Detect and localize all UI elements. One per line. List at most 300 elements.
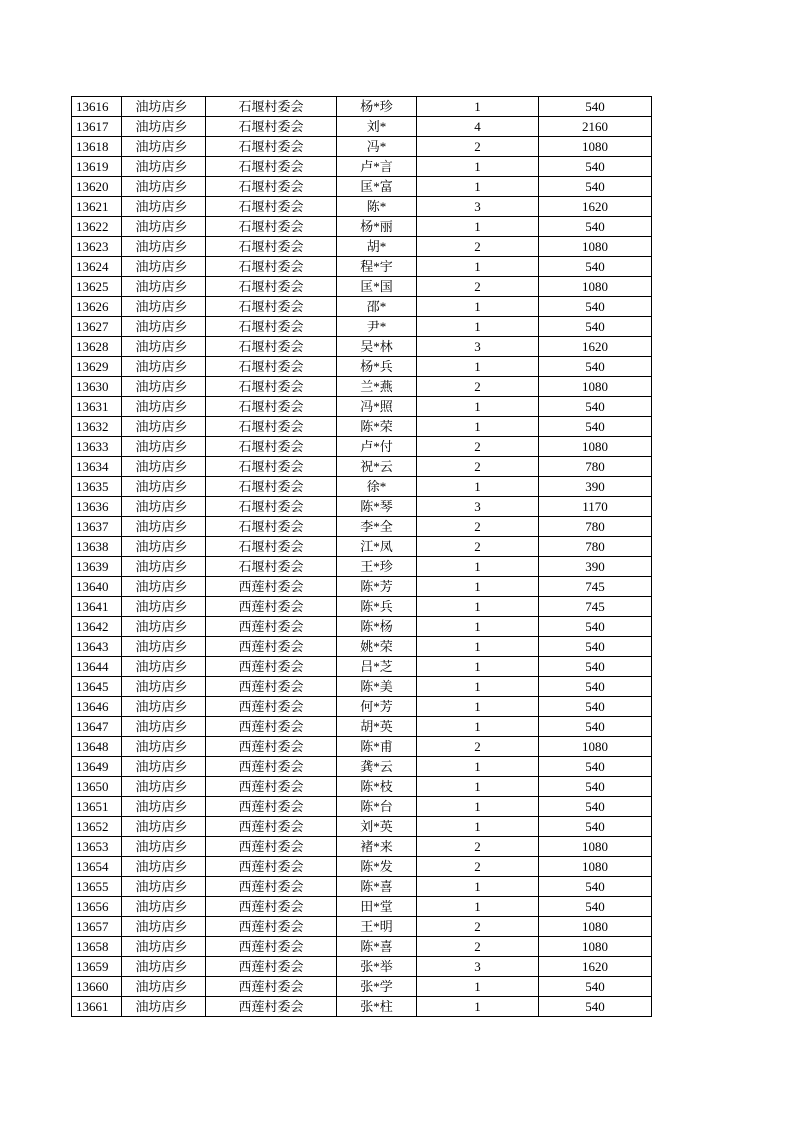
amount-cell: 1080 <box>539 237 652 257</box>
record-id-cell: 13624 <box>72 257 122 277</box>
count-cell: 1 <box>417 617 539 637</box>
township-cell: 油坊店乡 <box>122 457 206 477</box>
township-cell: 油坊店乡 <box>122 577 206 597</box>
table-row <box>72 237 652 257</box>
table-row <box>72 457 652 477</box>
village-committee-cell: 石堰村委会 <box>206 97 337 117</box>
village-committee-cell: 石堰村委会 <box>206 517 337 537</box>
count-cell: 1 <box>417 217 539 237</box>
record-id-cell: 13630 <box>72 377 122 397</box>
village-committee-cell: 西莲村委会 <box>206 677 337 697</box>
table-row <box>72 797 652 817</box>
count-cell: 2 <box>417 457 539 477</box>
count-cell: 1 <box>417 357 539 377</box>
table-row <box>72 937 652 957</box>
person-name-cell: 李*全 <box>337 517 417 537</box>
record-id-cell: 13629 <box>72 357 122 377</box>
village-committee-cell: 西莲村委会 <box>206 997 337 1017</box>
record-id-cell: 13651 <box>72 797 122 817</box>
amount-cell: 540 <box>539 897 652 917</box>
person-name-cell: 吴*林 <box>337 337 417 357</box>
amount-cell: 540 <box>539 717 652 737</box>
township-cell: 油坊店乡 <box>122 217 206 237</box>
amount-cell: 540 <box>539 777 652 797</box>
amount-cell: 2160 <box>539 117 652 137</box>
village-committee-cell: 石堰村委会 <box>206 337 337 357</box>
table-row <box>72 117 652 137</box>
table-row <box>72 437 652 457</box>
township-cell: 油坊店乡 <box>122 417 206 437</box>
person-name-cell: 吕*芝 <box>337 657 417 677</box>
amount-cell: 540 <box>539 417 652 437</box>
table-row <box>72 397 652 417</box>
table-row <box>72 757 652 777</box>
count-cell: 1 <box>417 877 539 897</box>
count-cell: 2 <box>417 857 539 877</box>
township-cell: 油坊店乡 <box>122 837 206 857</box>
village-committee-cell: 西莲村委会 <box>206 937 337 957</box>
township-cell: 油坊店乡 <box>122 917 206 937</box>
count-cell: 1 <box>417 577 539 597</box>
person-name-cell: 匡*富 <box>337 177 417 197</box>
person-name-cell: 胡*英 <box>337 717 417 737</box>
table-row <box>72 677 652 697</box>
count-cell: 1 <box>417 997 539 1017</box>
person-name-cell: 陈*喜 <box>337 877 417 897</box>
amount-cell: 540 <box>539 677 652 697</box>
record-id-cell: 13634 <box>72 457 122 477</box>
table-row <box>72 857 652 877</box>
record-id-cell: 13620 <box>72 177 122 197</box>
township-cell: 油坊店乡 <box>122 337 206 357</box>
person-name-cell: 陈* <box>337 197 417 217</box>
count-cell: 1 <box>417 317 539 337</box>
amount-cell: 1080 <box>539 277 652 297</box>
township-cell: 油坊店乡 <box>122 777 206 797</box>
count-cell: 1 <box>417 697 539 717</box>
amount-cell: 540 <box>539 797 652 817</box>
village-committee-cell: 石堰村委会 <box>206 417 337 437</box>
record-id-cell: 13628 <box>72 337 122 357</box>
count-cell: 1 <box>417 257 539 277</box>
person-name-cell: 匡*国 <box>337 277 417 297</box>
amount-cell: 540 <box>539 617 652 637</box>
count-cell: 1 <box>417 797 539 817</box>
person-name-cell: 陈*美 <box>337 677 417 697</box>
record-id-cell: 13627 <box>72 317 122 337</box>
village-committee-cell: 石堰村委会 <box>206 457 337 477</box>
amount-cell: 540 <box>539 97 652 117</box>
record-id-cell: 13648 <box>72 737 122 757</box>
table-row <box>72 217 652 237</box>
record-id-cell: 13638 <box>72 537 122 557</box>
table-row <box>72 357 652 377</box>
village-committee-cell: 西莲村委会 <box>206 797 337 817</box>
amount-cell: 1080 <box>539 437 652 457</box>
table-row <box>72 957 652 977</box>
amount-cell: 745 <box>539 577 652 597</box>
village-committee-cell: 西莲村委会 <box>206 837 337 857</box>
amount-cell: 540 <box>539 217 652 237</box>
person-name-cell: 何*芳 <box>337 697 417 717</box>
township-cell: 油坊店乡 <box>122 957 206 977</box>
village-committee-cell: 石堰村委会 <box>206 317 337 337</box>
village-committee-cell: 石堰村委会 <box>206 137 337 157</box>
person-name-cell: 龚*云 <box>337 757 417 777</box>
record-id-cell: 13641 <box>72 597 122 617</box>
record-id-cell: 13659 <box>72 957 122 977</box>
village-committee-cell: 石堰村委会 <box>206 217 337 237</box>
township-cell: 油坊店乡 <box>122 757 206 777</box>
township-cell: 油坊店乡 <box>122 717 206 737</box>
amount-cell: 540 <box>539 177 652 197</box>
record-id-cell: 13619 <box>72 157 122 177</box>
person-name-cell: 祝*云 <box>337 457 417 477</box>
count-cell: 2 <box>417 937 539 957</box>
table-row <box>72 177 652 197</box>
record-id-cell: 13654 <box>72 857 122 877</box>
person-name-cell: 杨*丽 <box>337 217 417 237</box>
table-row <box>72 197 652 217</box>
amount-cell: 540 <box>539 697 652 717</box>
person-name-cell: 兰*燕 <box>337 377 417 397</box>
record-id-cell: 13635 <box>72 477 122 497</box>
table-row <box>72 137 652 157</box>
village-committee-cell: 西莲村委会 <box>206 737 337 757</box>
record-id-cell: 13643 <box>72 637 122 657</box>
village-committee-cell: 石堰村委会 <box>206 117 337 137</box>
count-cell: 1 <box>417 717 539 737</box>
table-row <box>72 297 652 317</box>
record-id-cell: 13660 <box>72 977 122 997</box>
township-cell: 油坊店乡 <box>122 857 206 877</box>
count-cell: 3 <box>417 497 539 517</box>
person-name-cell: 邵* <box>337 297 417 317</box>
township-cell: 油坊店乡 <box>122 597 206 617</box>
village-committee-cell: 西莲村委会 <box>206 657 337 677</box>
village-committee-cell: 石堰村委会 <box>206 397 337 417</box>
township-cell: 油坊店乡 <box>122 497 206 517</box>
record-id-cell: 13649 <box>72 757 122 777</box>
record-id-cell: 13618 <box>72 137 122 157</box>
record-id-cell: 13646 <box>72 697 122 717</box>
count-cell: 1 <box>417 677 539 697</box>
amount-cell: 1080 <box>539 137 652 157</box>
record-id-cell: 13633 <box>72 437 122 457</box>
table-row <box>72 617 652 637</box>
amount-cell: 540 <box>539 397 652 417</box>
table-row <box>72 557 652 577</box>
count-cell: 2 <box>417 517 539 537</box>
village-committee-cell: 石堰村委会 <box>206 297 337 317</box>
record-id-cell: 13622 <box>72 217 122 237</box>
amount-cell: 1170 <box>539 497 652 517</box>
village-committee-cell: 西莲村委会 <box>206 757 337 777</box>
village-committee-cell: 石堰村委会 <box>206 357 337 377</box>
count-cell: 1 <box>417 897 539 917</box>
count-cell: 3 <box>417 957 539 977</box>
township-cell: 油坊店乡 <box>122 557 206 577</box>
township-cell: 油坊店乡 <box>122 377 206 397</box>
amount-cell: 780 <box>539 537 652 557</box>
count-cell: 1 <box>417 477 539 497</box>
record-id-cell: 13647 <box>72 717 122 737</box>
person-name-cell: 冯* <box>337 137 417 157</box>
person-name-cell: 褚*来 <box>337 837 417 857</box>
village-committee-cell: 西莲村委会 <box>206 697 337 717</box>
village-committee-cell: 西莲村委会 <box>206 777 337 797</box>
table-row <box>72 97 652 117</box>
count-cell: 2 <box>417 137 539 157</box>
amount-cell: 390 <box>539 477 652 497</box>
table-row <box>72 877 652 897</box>
table-row <box>72 377 652 397</box>
township-cell: 油坊店乡 <box>122 477 206 497</box>
person-name-cell: 张*学 <box>337 977 417 997</box>
person-name-cell: 姚*荣 <box>337 637 417 657</box>
amount-cell: 540 <box>539 637 652 657</box>
table-row <box>72 997 652 1017</box>
person-name-cell: 刘* <box>337 117 417 137</box>
village-committee-cell: 石堰村委会 <box>206 197 337 217</box>
township-cell: 油坊店乡 <box>122 517 206 537</box>
township-cell: 油坊店乡 <box>122 297 206 317</box>
township-cell: 油坊店乡 <box>122 877 206 897</box>
table-row <box>72 977 652 997</box>
amount-cell: 540 <box>539 257 652 277</box>
count-cell: 1 <box>417 297 539 317</box>
village-committee-cell: 西莲村委会 <box>206 577 337 597</box>
township-cell: 油坊店乡 <box>122 97 206 117</box>
amount-cell: 1620 <box>539 957 652 977</box>
township-cell: 油坊店乡 <box>122 257 206 277</box>
person-name-cell: 陈*芳 <box>337 577 417 597</box>
table-row <box>72 277 652 297</box>
township-cell: 油坊店乡 <box>122 977 206 997</box>
record-id-cell: 13640 <box>72 577 122 597</box>
village-committee-cell: 石堰村委会 <box>206 437 337 457</box>
village-committee-cell: 西莲村委会 <box>206 957 337 977</box>
person-name-cell: 冯*照 <box>337 397 417 417</box>
person-name-cell: 卢*言 <box>337 157 417 177</box>
person-name-cell: 陈*兵 <box>337 597 417 617</box>
count-cell: 4 <box>417 117 539 137</box>
record-id-cell: 13661 <box>72 997 122 1017</box>
table-row <box>72 477 652 497</box>
person-name-cell: 徐* <box>337 477 417 497</box>
township-cell: 油坊店乡 <box>122 237 206 257</box>
amount-cell: 540 <box>539 297 652 317</box>
village-committee-cell: 石堰村委会 <box>206 557 337 577</box>
village-committee-cell: 西莲村委会 <box>206 917 337 937</box>
township-cell: 油坊店乡 <box>122 737 206 757</box>
township-cell: 油坊店乡 <box>122 697 206 717</box>
amount-cell: 540 <box>539 317 652 337</box>
person-name-cell: 陈*荣 <box>337 417 417 437</box>
township-cell: 油坊店乡 <box>122 277 206 297</box>
table-row <box>72 777 652 797</box>
count-cell: 1 <box>417 977 539 997</box>
record-id-cell: 13636 <box>72 497 122 517</box>
amount-cell: 1080 <box>539 917 652 937</box>
count-cell: 1 <box>417 557 539 577</box>
amount-cell: 1080 <box>539 377 652 397</box>
count-cell: 1 <box>417 817 539 837</box>
record-id-cell: 13637 <box>72 517 122 537</box>
table-row <box>72 337 652 357</box>
person-name-cell: 陈*枝 <box>337 777 417 797</box>
township-cell: 油坊店乡 <box>122 817 206 837</box>
village-committee-cell: 石堰村委会 <box>206 237 337 257</box>
village-committee-cell: 石堰村委会 <box>206 477 337 497</box>
person-name-cell: 陈*琴 <box>337 497 417 517</box>
village-committee-cell: 石堰村委会 <box>206 177 337 197</box>
amount-cell: 540 <box>539 877 652 897</box>
township-cell: 油坊店乡 <box>122 637 206 657</box>
person-name-cell: 田*堂 <box>337 897 417 917</box>
record-id-cell: 13657 <box>72 917 122 937</box>
count-cell: 1 <box>417 177 539 197</box>
person-name-cell: 王*珍 <box>337 557 417 577</box>
village-committee-cell: 西莲村委会 <box>206 897 337 917</box>
person-name-cell: 刘*英 <box>337 817 417 837</box>
amount-cell: 540 <box>539 657 652 677</box>
record-id-cell: 13645 <box>72 677 122 697</box>
table-row <box>72 717 652 737</box>
record-id-cell: 13644 <box>72 657 122 677</box>
count-cell: 2 <box>417 277 539 297</box>
count-cell: 2 <box>417 377 539 397</box>
township-cell: 油坊店乡 <box>122 897 206 917</box>
record-id-cell: 13631 <box>72 397 122 417</box>
township-cell: 油坊店乡 <box>122 117 206 137</box>
records-table-body <box>72 97 652 1017</box>
table-row <box>72 817 652 837</box>
village-committee-cell: 石堰村委会 <box>206 257 337 277</box>
township-cell: 油坊店乡 <box>122 797 206 817</box>
records-table <box>71 96 652 1017</box>
amount-cell: 780 <box>539 457 652 477</box>
record-id-cell: 13650 <box>72 777 122 797</box>
person-name-cell: 张*举 <box>337 957 417 977</box>
person-name-cell: 卢*付 <box>337 437 417 457</box>
record-id-cell: 13658 <box>72 937 122 957</box>
table-row <box>72 537 652 557</box>
amount-cell: 780 <box>539 517 652 537</box>
township-cell: 油坊店乡 <box>122 197 206 217</box>
count-cell: 2 <box>417 237 539 257</box>
record-id-cell: 13639 <box>72 557 122 577</box>
amount-cell: 390 <box>539 557 652 577</box>
count-cell: 2 <box>417 737 539 757</box>
amount-cell: 540 <box>539 757 652 777</box>
village-committee-cell: 石堰村委会 <box>206 497 337 517</box>
person-name-cell: 杨*珍 <box>337 97 417 117</box>
count-cell: 1 <box>417 637 539 657</box>
table-row <box>72 517 652 537</box>
amount-cell: 540 <box>539 157 652 177</box>
amount-cell: 1080 <box>539 837 652 857</box>
amount-cell: 1080 <box>539 737 652 757</box>
record-id-cell: 13617 <box>72 117 122 137</box>
count-cell: 1 <box>417 97 539 117</box>
count-cell: 1 <box>417 777 539 797</box>
record-id-cell: 13625 <box>72 277 122 297</box>
table-row <box>72 657 652 677</box>
amount-cell: 1080 <box>539 857 652 877</box>
table-row <box>72 417 652 437</box>
record-id-cell: 13653 <box>72 837 122 857</box>
count-cell: 2 <box>417 537 539 557</box>
record-id-cell: 13632 <box>72 417 122 437</box>
township-cell: 油坊店乡 <box>122 317 206 337</box>
village-committee-cell: 西莲村委会 <box>206 857 337 877</box>
person-name-cell: 陈*喜 <box>337 937 417 957</box>
village-committee-cell: 石堰村委会 <box>206 277 337 297</box>
record-id-cell: 13616 <box>72 97 122 117</box>
village-committee-cell: 西莲村委会 <box>206 597 337 617</box>
township-cell: 油坊店乡 <box>122 997 206 1017</box>
township-cell: 油坊店乡 <box>122 937 206 957</box>
township-cell: 油坊店乡 <box>122 157 206 177</box>
person-name-cell: 张*柱 <box>337 997 417 1017</box>
township-cell: 油坊店乡 <box>122 677 206 697</box>
person-name-cell: 陈*甫 <box>337 737 417 757</box>
count-cell: 3 <box>417 197 539 217</box>
count-cell: 1 <box>417 157 539 177</box>
count-cell: 3 <box>417 337 539 357</box>
count-cell: 1 <box>417 657 539 677</box>
record-id-cell: 13652 <box>72 817 122 837</box>
record-id-cell: 13642 <box>72 617 122 637</box>
person-name-cell: 陈*台 <box>337 797 417 817</box>
table-row <box>72 317 652 337</box>
table-row <box>72 837 652 857</box>
count-cell: 1 <box>417 597 539 617</box>
person-name-cell: 陈*杨 <box>337 617 417 637</box>
count-cell: 2 <box>417 437 539 457</box>
township-cell: 油坊店乡 <box>122 617 206 637</box>
amount-cell: 1620 <box>539 197 652 217</box>
table-row <box>72 897 652 917</box>
village-committee-cell: 西莲村委会 <box>206 617 337 637</box>
count-cell: 2 <box>417 917 539 937</box>
table-row <box>72 737 652 757</box>
village-committee-cell: 西莲村委会 <box>206 977 337 997</box>
township-cell: 油坊店乡 <box>122 537 206 557</box>
count-cell: 1 <box>417 757 539 777</box>
amount-cell: 540 <box>539 997 652 1017</box>
village-committee-cell: 西莲村委会 <box>206 637 337 657</box>
table-row <box>72 577 652 597</box>
village-committee-cell: 西莲村委会 <box>206 817 337 837</box>
village-committee-cell: 西莲村委会 <box>206 877 337 897</box>
township-cell: 油坊店乡 <box>122 437 206 457</box>
person-name-cell: 陈*发 <box>337 857 417 877</box>
person-name-cell: 江*凤 <box>337 537 417 557</box>
count-cell: 1 <box>417 417 539 437</box>
township-cell: 油坊店乡 <box>122 357 206 377</box>
person-name-cell: 王*明 <box>337 917 417 937</box>
record-id-cell: 13656 <box>72 897 122 917</box>
person-name-cell: 尹* <box>337 317 417 337</box>
record-id-cell: 13655 <box>72 877 122 897</box>
table-row <box>72 917 652 937</box>
amount-cell: 540 <box>539 977 652 997</box>
person-name-cell: 程*宇 <box>337 257 417 277</box>
table-row <box>72 257 652 277</box>
township-cell: 油坊店乡 <box>122 657 206 677</box>
